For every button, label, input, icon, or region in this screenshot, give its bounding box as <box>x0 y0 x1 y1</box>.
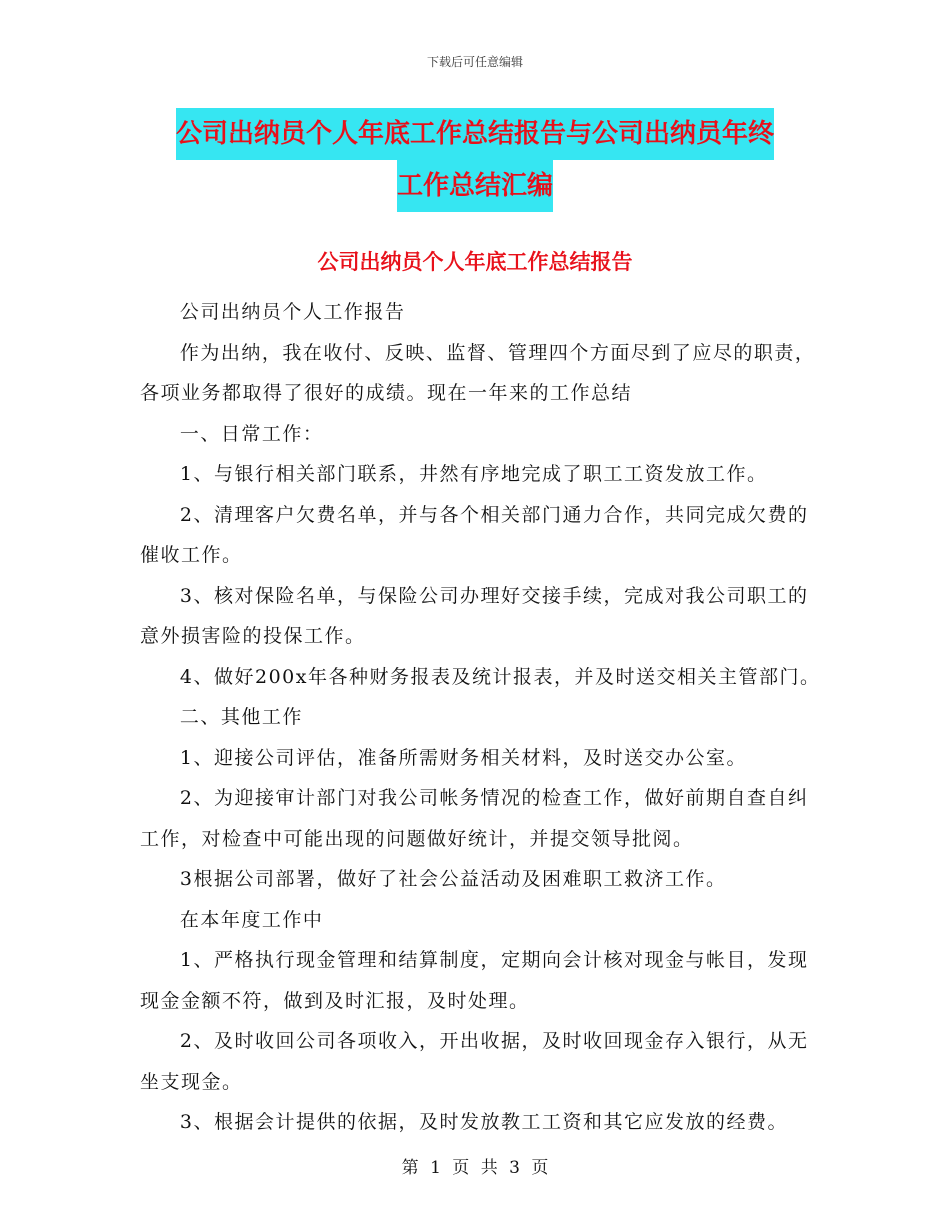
page-number-footer: 第 1 页 共 3 页 <box>401 1158 549 1178</box>
document-title-line-2: 工作总结汇编 <box>397 160 553 212</box>
paragraph: 公司出纳员个人工作报告 <box>179 301 406 323</box>
paragraph: 作为出纳，我在收付、反映、监督、管理四个方面尽到了应尽的职责，各项业务都取得了很好的成绩。现在一年来的工作总结 <box>140 341 816 404</box>
document-title-line-1: 公司出纳员个人年底工作总结报告与公司出纳员年终 <box>176 108 774 160</box>
paragraph: 2、及时收回公司各项收入，开出收据，及时收回现金存入银行，从无坐支现金。 <box>140 1030 809 1093</box>
paragraph: 3根据公司部署，做好了社会公益活动及困难职工救济工作。 <box>179 868 727 890</box>
paragraph: 2、为迎接审计部门对我公司帐务情况的检查工作，做好前期自查自纠工作，对检查中可能出现的问题做好统计，并提交领导批阅。 <box>140 787 809 850</box>
paragraph: 4、做好200x年各种财务报表及统计报表，并及时送交相关主管部门。 <box>179 665 821 688</box>
paragraph: 1、与银行相关部门联系，井然有序地完成了职工工资发放工作。 <box>179 463 768 485</box>
paragraph: 在本年度工作中 <box>179 908 324 931</box>
paragraph: 1、迎接公司评估，准备所需财务相关材料，及时送交办公室。 <box>179 746 747 769</box>
section-title: 公司出纳员个人年底工作总结报告 <box>317 250 633 274</box>
paragraph: 3、核对保险名单，与保险公司办理好交接手续，完成对我公司职工的意外损害险的投保工作。 <box>140 584 809 647</box>
paragraph: 2、清理客户欠费名单，并与各个相关部门通力合作，共同完成欠费的催收工作。 <box>140 503 809 566</box>
paragraph: 3、根据会计提供的依据，及时发放教工工资和其它应发放的经费。 <box>179 1111 788 1133</box>
paragraph: 二、其他工作 <box>179 706 303 728</box>
paragraph: 1、严格执行现金管理和结算制度，定期向会计核对现金与帐目，发现现金金额不符，做到及时汇报，及时处理。 <box>140 949 809 1012</box>
body-text <box>140 292 825 1143</box>
header-note: 下载后可任意编辑 <box>426 55 523 69</box>
document-title <box>0 108 950 212</box>
paragraph: 一、日常工作： <box>179 422 324 445</box>
